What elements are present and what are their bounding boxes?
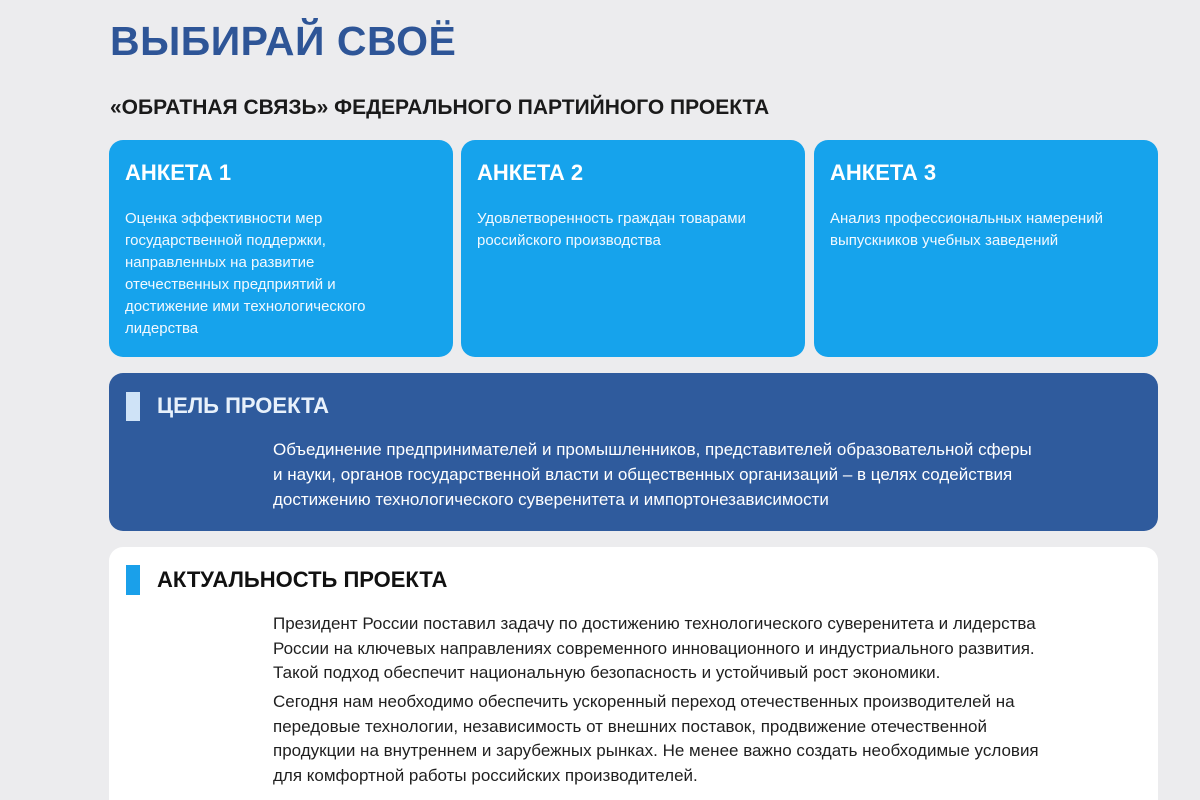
text-line: продукции на внутреннем и зарубежных рынках. Не менее важно создать необходимые условия (273, 741, 1039, 760)
text-line: отечественных предприятий и (125, 276, 336, 293)
text-line: Такой подход обеспечит национальную безопасность и устойчивый рост экономики. (273, 663, 941, 682)
text-line: лидерства (125, 320, 199, 337)
text-line: для комфортной работы российских производителей. (273, 765, 698, 785)
page-subtitle: «ОБРАТНАЯ СВЯЗЬ» ФЕДЕРАЛЬНОГО ПАРТИЙНОГО ПРОЕКТА (110, 96, 770, 119)
project-goal-section (109, 373, 1158, 531)
paragraph (273, 612, 1148, 686)
section-marker (126, 392, 140, 421)
survey-card-text (125, 208, 437, 340)
survey-card-text (477, 208, 789, 252)
survey-cards (109, 140, 1158, 357)
text-line: Объединение предпринимателей и промышленников, представителей образовательной сферы (273, 440, 1032, 459)
text-line: достижению технологического суверенитета и импортонезависимости (273, 490, 829, 509)
survey-card-title: АНКЕТА 3 (830, 160, 937, 185)
section-marker (126, 565, 140, 595)
text-line: государственной поддержки, (125, 232, 326, 249)
survey-card-1[interactable] (109, 140, 453, 357)
text-line: передовые технологии, независимость от внешних поставок, продвижение отечественной (273, 716, 987, 736)
project-relevance-section (109, 547, 1158, 800)
text-line: достижение ими технологического (125, 298, 366, 315)
section-title: АКТУАЛЬНОСТЬ ПРОЕКТА (157, 567, 448, 592)
text-line: российского производства (477, 232, 661, 249)
section-text (273, 437, 1143, 512)
text-line: России на ключевых направлениях современного инновационного и индустриального развития. (273, 638, 1035, 658)
text-line: выпускников учебных заведений (830, 232, 1059, 249)
survey-card-3[interactable] (814, 140, 1158, 357)
survey-card-2[interactable] (461, 140, 805, 357)
text-line: Президент России поставил задачу по достижению технологического суверенитета и лидерства (273, 614, 1036, 633)
text-line: Оценка эффективности мер (125, 210, 323, 227)
survey-card-title: АНКЕТА 1 (125, 160, 232, 185)
survey-card-title: АНКЕТА 2 (477, 160, 584, 185)
paragraph (273, 690, 1148, 788)
page-title: ВЫБИРАЙ СВОЁ (110, 18, 457, 64)
text-line: и науки, органов государственной власти и общественных организаций – в целях содействия (273, 465, 1013, 484)
text-line: Удовлетворенность граждан товарами (477, 210, 746, 227)
survey-card-text (830, 208, 1142, 252)
text-line: Анализ профессиональных намерений (830, 210, 1103, 227)
section-title: ЦЕЛЬ ПРОЕКТА (157, 393, 330, 418)
text-line: Сегодня нам необходимо обеспечить ускоренный переход отечественных производителей на (273, 692, 1015, 711)
text-line: направленных на развитие (125, 254, 315, 271)
